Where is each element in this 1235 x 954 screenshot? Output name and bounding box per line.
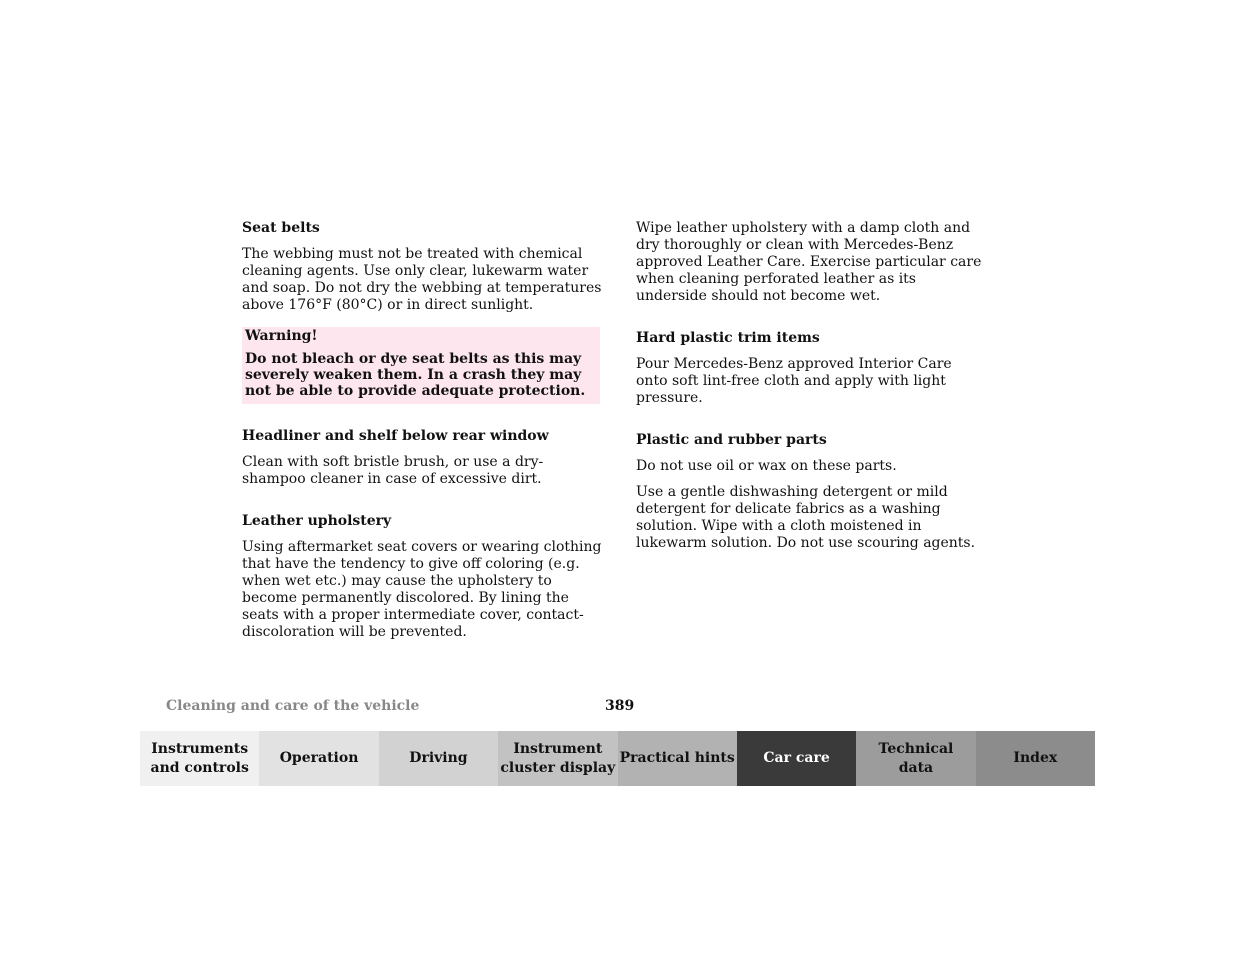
seat-belts-heading: Seat belts [242, 220, 320, 236]
tab-instrument-cluster-display[interactable]: Instrument cluster display [498, 731, 617, 786]
headliner-text: Clean with soft bristle brush, or use a dry-shampoo cleaner in case of excessive dirt. [242, 454, 544, 487]
plastic-rubber-text-2: Use a gentle dishwashing detergent or mild detergent for delicate fabrics as a washing solution. Wipe with a cloth moistened in lukewarm solution. Do not use scouring agents. [636, 484, 976, 551]
leather-heading: Leather upholstery [242, 513, 392, 529]
section-gap [636, 314, 986, 330]
tab-operation[interactable]: Operation [259, 731, 378, 786]
headliner-heading: Headliner and shelf below rear window [242, 428, 549, 444]
hard-plastic-heading: Hard plastic trim items [636, 330, 820, 346]
leather-continued-text: Wipe leather upholstery with a damp cloth and dry thoroughly or clean with Mercedes-Benz approved Leather Care. Exercise particular care when cleaning perforated leather as its underside should not become wet. [636, 220, 982, 304]
tab-technical-data[interactable]: Technical data [856, 731, 975, 786]
tab-driving[interactable]: Driving [379, 731, 498, 786]
warning-text: Do not bleach or dye seat belts as this may severely weaken them. In a crash they may not be able to provide adequate protection. [245, 351, 586, 399]
section-gap [242, 497, 602, 513]
tab-practical-hints[interactable]: Practical hints [618, 731, 737, 786]
warning-title: Warning! [245, 328, 318, 344]
right-column [636, 220, 986, 561]
left-column [242, 220, 602, 650]
plastic-rubber-text-1: Do not use oil or wax on these parts. [636, 458, 897, 474]
plastic-rubber-heading: Plastic and rubber parts [636, 432, 827, 448]
seat-belts-text: The webbing must not be treated with chemical cleaning agents. Use only clear, lukewarm water and soap. Do not dry the webbing at temperatures above 176°F (80°C) or in direct sunlight. [242, 246, 602, 313]
page-number: 389 [605, 698, 635, 714]
tab-car-care[interactable]: Car care [737, 731, 856, 786]
leather-text: Using aftermarket seat covers or wearing clothing that have the tendency to give off coloring (e.g. when wet etc.) may cause the upholstery to become permanently discolored. By lining the seats with a proper intermediate cover, contact-discoloration will be prevented. [242, 539, 602, 640]
tab-index[interactable]: Index [976, 731, 1095, 786]
footer-section-title: Cleaning and care of the vehicle [166, 698, 420, 714]
section-gap [636, 416, 986, 432]
chapter-nav [140, 731, 1095, 786]
hard-plastic-text: Pour Mercedes-Benz approved Interior Care onto soft lint-free cloth and apply with light pressure. [636, 356, 952, 406]
tab-instruments-and-controls[interactable]: Instruments and controls [140, 731, 259, 786]
warning-box [242, 327, 600, 404]
